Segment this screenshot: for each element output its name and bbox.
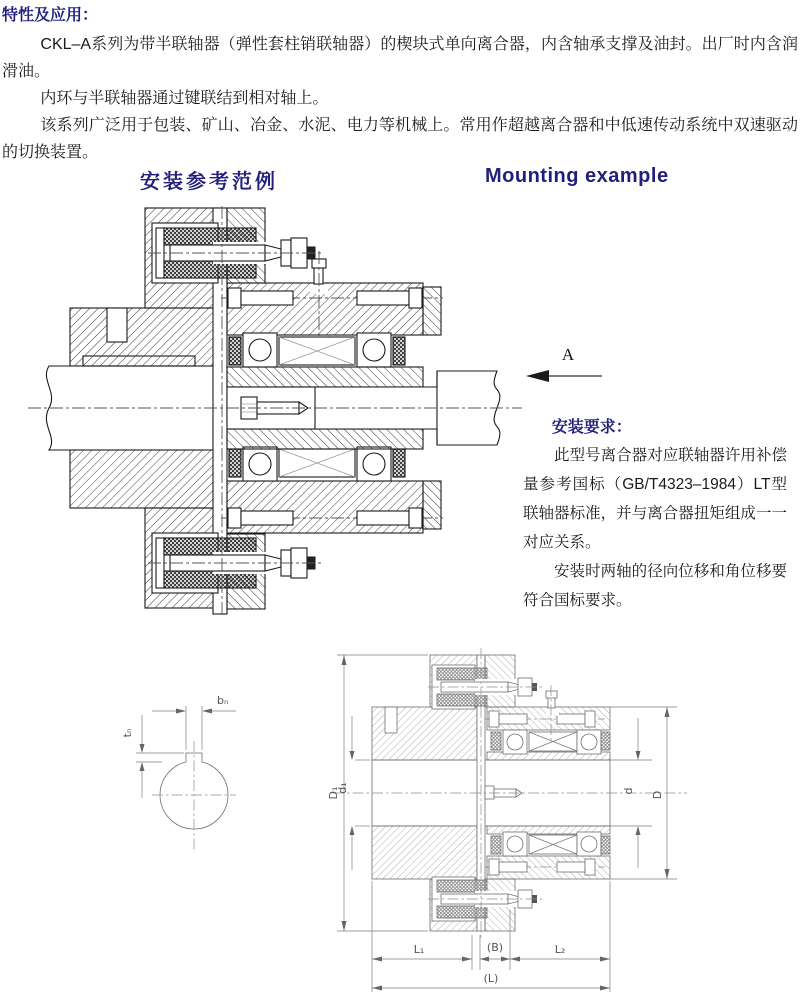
intro-title: 特性及应用： xyxy=(2,7,99,24)
elastic-pin-top xyxy=(428,665,542,709)
intro-section xyxy=(2,2,798,166)
section-heading-en: Mounting example xyxy=(485,165,669,187)
dim-label-L2: L₂ xyxy=(554,943,566,956)
notes-paragraph-1: 此型号离合器对应联轴器许用补偿量参考国标（GB/T4323–1984）LT型联轴器标准，并与离合器扭矩组成一一对应关系。 xyxy=(523,447,787,551)
notes-title: 安装要求： xyxy=(551,419,632,436)
bearing-ball xyxy=(249,339,271,361)
hub-slot xyxy=(385,707,397,733)
assembly-cross-section-drawing xyxy=(25,203,525,623)
dim-label-B: (B) xyxy=(486,941,504,954)
dimension-drawing xyxy=(105,640,725,1000)
bearing-row-top xyxy=(229,333,405,367)
view-direction-arrow xyxy=(522,338,612,388)
dim-label-D1: D₁ xyxy=(327,786,340,800)
shaft-section-view xyxy=(152,741,236,853)
elastic-pin-top xyxy=(148,223,323,283)
bearing-row-bottom xyxy=(229,447,405,481)
intro-paragraph-2: 内环与半联轴器通过键联结到相对轴上。 xyxy=(40,90,329,107)
dim-label-L1: L₁ xyxy=(413,943,425,956)
arrowhead-icon xyxy=(526,370,549,382)
notes-paragraph-2: 安装时两轴的径向位移和角位移要符合国标要求。 xyxy=(523,563,787,609)
oil-seal xyxy=(229,449,241,477)
view-arrow-label: A xyxy=(561,345,575,364)
dim-label-L: (L) xyxy=(483,972,499,985)
bearing-ball xyxy=(363,453,385,475)
elastic-pin-bottom xyxy=(148,533,323,593)
oil-seal xyxy=(229,337,241,365)
bearing-ball xyxy=(249,453,271,475)
left-shaft xyxy=(46,356,215,450)
intro-paragraph-1: CKL–A系列为带半联轴器（弹性套柱销联轴器）的楔块式单向离合器，内含轴承支撑及油封。出厂时内含润滑油。 xyxy=(2,36,798,80)
dim-label-bn: bₙ xyxy=(217,694,229,707)
dim-label-d1: d₁ xyxy=(336,782,349,794)
notes-section xyxy=(523,414,787,615)
dim-label-d: d xyxy=(622,787,635,795)
oil-seal xyxy=(393,337,405,365)
elastic-pin-bottom xyxy=(428,877,542,921)
bearing-ball xyxy=(363,339,385,361)
hub-slot xyxy=(107,308,127,342)
dim-label-tn: tₙ xyxy=(121,728,134,738)
section-heading-zh: 安装参考范例 xyxy=(140,171,278,193)
oil-seal xyxy=(393,449,405,477)
dim-label-D: D xyxy=(651,790,664,800)
intro-paragraph-3: 该系列广泛用于包装、矿山、冶金、水泥、电力等机械上。常用作超越离合器和中低速传动系统中双速驱动的切换装置。 xyxy=(2,117,798,161)
bearing-row-bottom xyxy=(491,832,610,856)
bearing-row-top xyxy=(491,730,610,754)
